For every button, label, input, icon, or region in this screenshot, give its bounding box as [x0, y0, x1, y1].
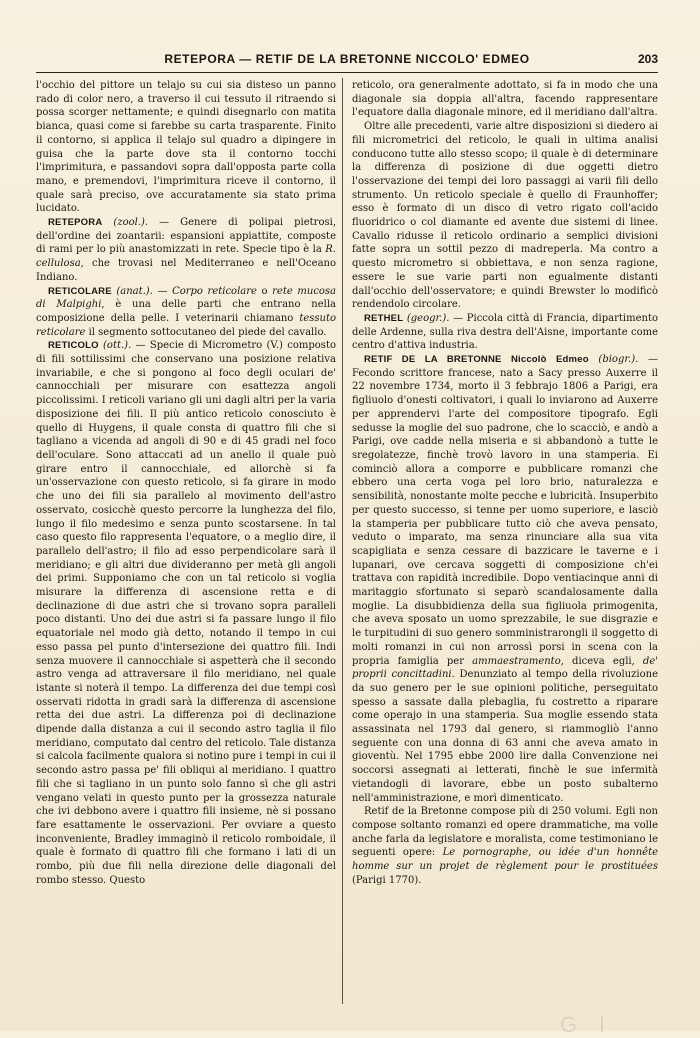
- entry-category: (zool.).: [113, 217, 149, 229]
- entry-reticolo: [36, 339, 336, 887]
- entry-category: (geogr.).: [406, 312, 450, 324]
- entry-retif: [352, 353, 658, 805]
- right-column: [352, 79, 658, 887]
- entry-text: o: [256, 285, 273, 297]
- paragraph-text: Retif de la Bretonne compose più di 250 volumi. Egli non compose soltanto romanzi ed opere drammatiche, ma volle anche farla da legislatore e moralista, come testimoniano le seguenti opere:: [352, 806, 658, 859]
- left-column: [36, 79, 336, 887]
- entry-headword: RETICOLO: [48, 340, 99, 352]
- entry-text: , è una delle parti che entrano nella composizione della pelle. I veterinarii chiamano: [36, 299, 336, 324]
- paragraph: Oltre alle precedenti, varie altre disposizioni si diedero ai fili micrometrici del reticolo, le quali in ultima analisi conducono tutte allo stesso scopo; il quale è di determinare la differenza di posizione di due oggetti dietro l'osservazione dei tempi dei loro passaggi ai varii fili dello strumento. Un reticolo speciale è quello di Fraunhoffer; esso è formato di un disco di vetro rigato coll'acido fluoridrico o col diamante ed avente due sistemi di linee. Cavallo ridusse il reticolo ordinario a semplici divisioni fatte sopra un sottil pezzo di madreperla. Ma contro a questo micrometro si obbiettava, e non senza ragione, essere le sue varie parti non egualmente distanti dall'occhio dell'osservatore; e quindi Brewster lo modificò rendendolo circolare.: [352, 121, 658, 311]
- entry-text: —: [152, 285, 173, 297]
- entry-reticolare: [36, 285, 336, 340]
- header-rule: [36, 72, 658, 73]
- entry-text: , diceva egli,: [560, 655, 643, 667]
- paragraph-continued: l'occhio del pittore un telajo su cui sia disteso un panno rado di color nero, a traverso il cui tessuto il ritraendo si possa scorger nettamente; e quindi disegnarlo con matita bianca, quasi come si farebbe su carta trasparente. Finito il contorno, si applica il telajo sul quadro a dipingere in guisa che la parte dove sta il contorno tocchi l'imprimitura, e passandovi sopra dall'opposta parte colla mano, e premendovi, l'imprimitura riceve il contorno, il quale sarà preciso, ove accuratamente sia stato prima lucidato.: [36, 80, 336, 215]
- entry-italic-text: de' proprii concittadini: [352, 655, 658, 681]
- running-title: RETEPORA — RETIF DE LA BRETONNE NICCOLO' EDMEO: [164, 52, 530, 66]
- entry-italic-text: rete mucosa di Malpighi: [36, 285, 337, 311]
- entry-headword: RETHEL: [364, 312, 404, 324]
- paragraph: [352, 805, 658, 887]
- entry-category: (ott.).: [103, 340, 132, 352]
- entry-text: , che trovasi nel Mediterraneo e nell'Oceano Indiano.: [36, 258, 336, 283]
- paragraph-text: (Parigi 1770).: [352, 874, 422, 886]
- running-header: [36, 52, 658, 72]
- entry-text: — Genere di polipai pietrosi, dell'ordine dei zoantarii: espansioni appiattite, composte di rami per lo più anastomizzati in rete. Specie tipo è la: [36, 217, 336, 256]
- entry-headword: RETIF DE LA BRETONNE Niccolò Edmeo: [364, 354, 589, 366]
- entry-text: . Denunziato al tempo della rivoluzione da suo genero per le sue opinioni politiche, perseguitato spesso a sassate dalla plebaglia, fu costretto a riparare come operajo in una stamperia. Sua moglie essendo stata assassinata nel 1793 dal genero, si riammogliò l'anno seguente con una donna di 63 anni che aveva amato in gioventù. Nel 1795 ebbe 2000 lire dalla Convenzione nei soccorsi assegnati ai letterati, finchè le sue infermità vietandogli di lavorare, ebbe un posto subalterno nell'amministrazione, e morì dimenticato.: [352, 669, 659, 804]
- work-title: Le pornographe, ou idée d'un honnête homme sur un projet de règlement pour le prostituées: [352, 847, 659, 873]
- entry-text: — Specie di Micrometro (V.) composto di fili sottilissimi che conservano una posizione relativa invariabile, e che si pongono al foco degli oculari de' cannocchiali per misurare con esattezza angoli piccolissimi. I reticoli variano gli uni dagli altri per la varia disposizione dei fili. Il più antico reticolo conosciuto è quello di Huygens, il quale consta di quattro fili che si tagliano a vicenda ad angoli di 90 e di 45 gradi nel foco dell'oculare. Sono attaccati ad un anello il quale può girare entro il cannocchiale, ed allorchè si fa un'osservazione con questo reticolo, si fa girare in modo che uno dei fili sia parallelo al movimento dell'astro osservato, cosicchè questo percorre la lunghezza del filo, lungo il filo medesimo e senza punto scostarsene. In tal caso questo filo rappresenta l'equatore, o a meglio dire, il parallelo dell'astro; il filo ad esso perpendicolare sarà il meridiano; e gli altri due divideranno per metà gli angoli dei primi. Supponiamo che con un tal reticolo si voglia misurare la differenza di ascensione retta e di declinazione di due astri che si trovano sopra paralleli poco distanti. Uno dei due astri si fa passare lungo il filo equatoriale nel modo già detto, notando il tempo in cui esso passa pel punto d'intersezione dei quattro fili. Indi senza muovere il cannocchiale si aspetterà che il secondo astro venga ad attraversare il filo meridiano, nel quale istante si noterà il tempo. La differenza dei due tempi così osservati ridotta in gradi sarà la differenza di ascensione retta dei due astri. La differenza poi di declinazione dipende dalla distanza a cui il secondo astro taglia il filo meridiano, computato dal centro del reticolo. Tale distanza si calcola facilmente qualora si notino pure i tempi in cui il secondo astro passa pe' fili obliqui al meridiano. I quattro fili che si tagliano in un punto solo fanno sì che gli astri vengano velati in questo punto per la grossezza naturale che ivi debbono avere i quattro fili insieme, nè si possano fare esattamente le osservazioni. Per ovviare a questo inconveniente, Bradley immaginò il reticolo romboidale, il quale è formato di quattro fili che formano i lati di un rombo, più due fili nella direzione delle diagonali del rombo stesso. Questo: [36, 340, 336, 886]
- entry-category: (biogr.).: [598, 354, 639, 366]
- column-divider: [342, 78, 343, 1004]
- entry-italic-text: Corpo reticolare: [172, 285, 257, 297]
- entry-italic-text: ammaestramento: [472, 655, 561, 667]
- entry-text: il segmento sottocutaneo del piede del cavallo.: [85, 326, 327, 338]
- entry-rethel: [352, 312, 658, 353]
- entry-category: (anat.).: [116, 285, 153, 297]
- page-number: 203: [637, 52, 658, 66]
- entry-retepora: [36, 216, 336, 285]
- entry-text: — Fecondo scrittore francese, nato a Sacy presso Auxerre il 22 novembre 1734, morto il 3 febbrajo 1806 a Parigi, era figliuolo d'onesti coltivatori, i quali lo inviarono ad Auxerre per apprendervi l'arte del compositore tipografo. Egli sedusse la moglie del suo padrone, che lo scacciò, e andò a Parigi, ove cadde nella miseria e si abbandonò a tutte le sregolatezze, finchè trovò lavoro in una stamperia. Ei cominciò allora a comporre e pubblicare romanzi che ebbero una certa voga pel loro brio, naturalezza e sensibilità, nonostante molte pecche e lubricità. Insuperbito per questo successo, si tenne per uomo superiore, e lasciò la stamperia per pubblicare tutto ciò che aveva pensato, veduto o imparato, ma senza rinunciare alla sua vita scapigliata e senza cessare di bazzicare le taverne e i lupanari, ove cercava soggetti di composizione ch'ei trattava con rapidità incredibile. Dopo ventiacinque anni di maritaggio sfortunato si separò scandalosamente dalla moglie. La disubbidienza della sua figliuola primogenita, che aveva sposato un uomo sprezzabile, le sue disgrazie e le turpitudini di suo genero somministrarongli il soggetto di molti romanzi in cui non arrossì porsi in scena con la propria famiglia per: [352, 354, 659, 667]
- entry-headword: RETEPORA: [48, 217, 103, 229]
- entry-text: — Piccola città di Francia, dipartimento delle Ardenne, sulla riva destra dell'Aisne, importante come centro d'attiva industria.: [352, 312, 658, 352]
- paragraph-continued: reticolo, ora generalmente adottato, si fa in modo che una diagonale sia doppia all'altra, facendo rappresentare l'equatore dalla diagonale minore, ed il meridiano dall'altra.: [352, 80, 658, 119]
- entry-italic-text: R. cellulosa: [36, 244, 336, 270]
- scan-watermark: G l: [560, 1012, 606, 1037]
- entry-italic-text: tessuto reticolare: [36, 312, 336, 338]
- entry-headword: RETICOLARE: [48, 285, 112, 297]
